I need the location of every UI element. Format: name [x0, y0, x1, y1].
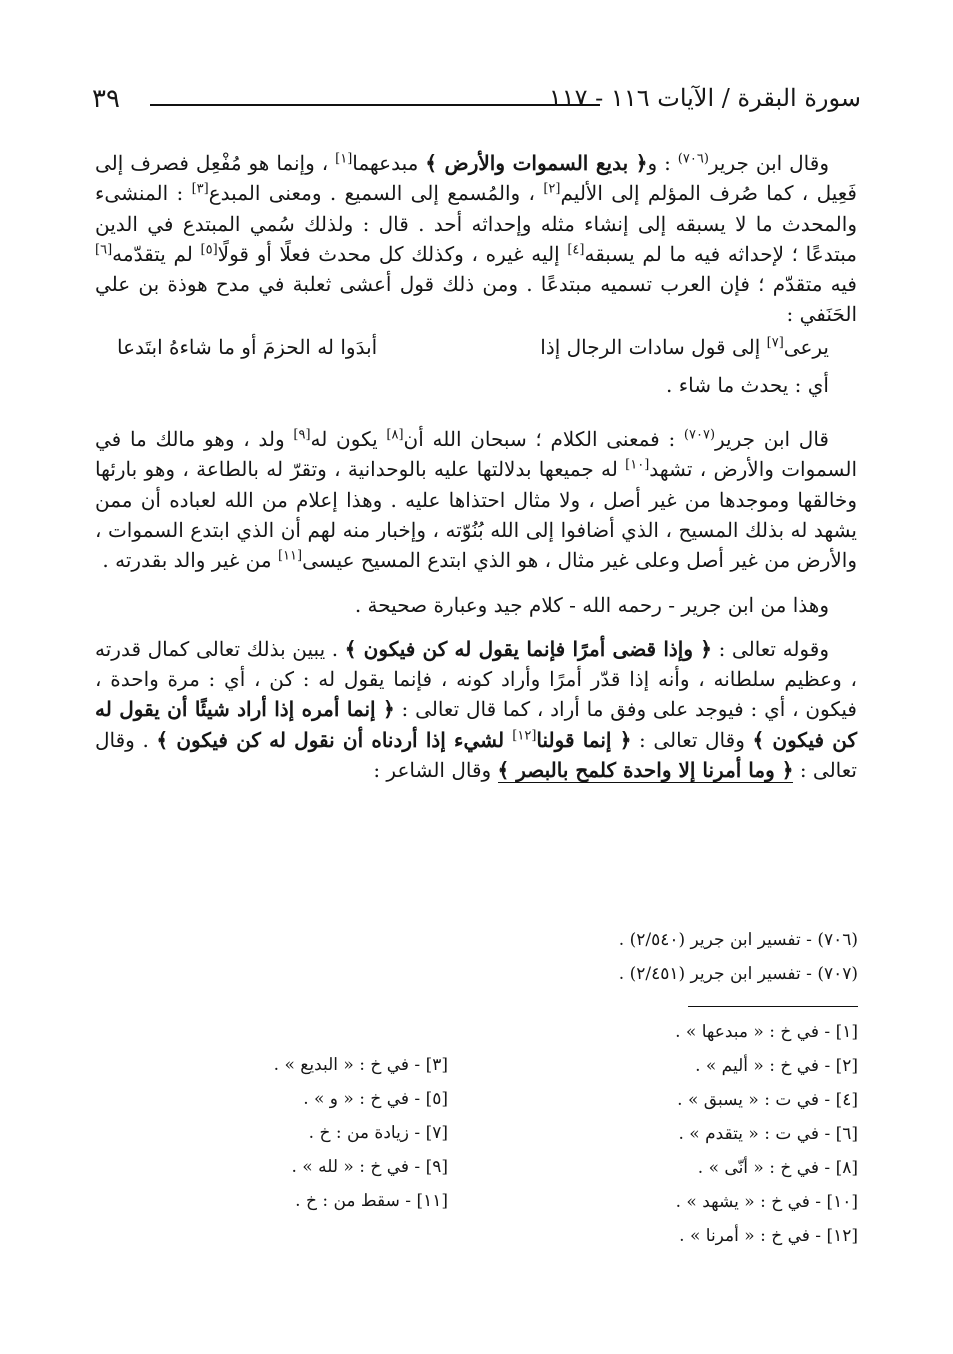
text-run: قال ابن جرير: [715, 427, 829, 452]
footnote-ref: [٥]: [200, 242, 218, 258]
footnote-ref: [١]: [335, 151, 353, 167]
footnote-ref: [٣]: [191, 181, 209, 197]
source-footnotes: [95, 924, 858, 992]
quran-quote: ﴿ وما أمرنا إلا واحدة كلمح بالبصر ﴾: [497, 758, 794, 783]
variant-footnote: [١١] - سقط من : خ .: [295, 1191, 448, 1211]
variant-footnotes-right-column: [558, 1016, 858, 1254]
variant-footnote: [٨] - في خ : « أنّى » .: [697, 1158, 858, 1178]
poem-note: أي : يحدث ما شاء .: [666, 372, 829, 397]
footnote-separator: [688, 1006, 858, 1007]
paragraph-4: [95, 634, 857, 785]
quran-quote: ﴿ إنما قولنا: [536, 727, 632, 752]
footnotes: [95, 924, 858, 1246]
footnote-ref: [١١]: [277, 548, 303, 564]
poem-second-hemistich: أبدَوا له الحزمَ أو ما شاءهُ ابتَدعا: [117, 334, 378, 359]
variant-footnote: [٣] - في خ : « البديع » .: [273, 1055, 448, 1075]
paragraph-2: [95, 424, 857, 575]
source-footnote: (٧٠٧) - تفسير ابن جرير (٢/٤٥١) .: [618, 964, 858, 984]
poem-first-hemistich: [540, 332, 829, 362]
text-run: إلى قول سادات الرجال إذا: [540, 334, 767, 359]
paragraph-1: [95, 148, 857, 330]
variant-footnote: [١٠] - في خ : « يشهد » .: [675, 1192, 858, 1212]
quran-quote: ﴿ إنما أمره إذا أراد شيئًا أن يقول له كن فيكون ﴾: [95, 697, 857, 752]
text-run: : فمعنى الكلام ؛ سبحان الله أن: [403, 427, 684, 452]
text-run: فيه متقدّم ؛ فإن العرب تسميه مبتدعًا . ومن ذلك قول أعشى ثعلبة في مدح هوذة بن علي الحَنَفي :: [95, 272, 857, 327]
variant-footnote: [٢] - في خ : « أليم » .: [695, 1056, 858, 1076]
footnote-ref: (٧٠٧): [683, 427, 716, 443]
quran-quote: ﴿ بديع السموات والأرض ﴾: [425, 151, 648, 175]
text-run: . يبين بذلك تعالى كمال قدرته ، وعظيم سلطانه ، وأنه إذا قدّر أمرًا وأراد كونه ، فإنما يقول له : كن ، أي : مرة واحدة ، فيكون ، أي : فيوجد على وفق ما أراد ، كما قال تعالى :: [95, 636, 858, 722]
variant-footnote: [٦] - في ت : « يتقدم » .: [678, 1124, 858, 1144]
quran-quote: لشيء إذا أردناه أن نقول له كن فيكون ﴾: [156, 727, 513, 752]
paragraph-3: وهذا من ابن جرير - رحمه الله - كلام جيد وعبارة صحيحة .: [354, 592, 829, 617]
source-footnote: (٧٠٦) - تفسير ابن جرير (٢/٥٤٠) .: [618, 930, 858, 950]
header-title: سورة البقرة / الآيات ١١٦ - ١١٧: [548, 84, 861, 112]
text-run: يكون له: [310, 427, 387, 452]
text-run: وقال ابن جرير: [708, 151, 829, 175]
header-rule: [150, 104, 600, 106]
text-run: وقال تعالى :: [631, 727, 753, 752]
text-run: من غير والد بقدرته .: [102, 548, 278, 573]
footnote-ref: [١٢]: [512, 728, 537, 744]
text-run: ولد ، وهو مالك ما في السموات والأرض ، تشهد: [95, 427, 857, 482]
text-run: ، والمُسمع إلى السميع . ومعنى المبدع: [208, 181, 544, 206]
footnote-ref: [٧]: [766, 335, 784, 351]
footnote-ref: [٨]: [386, 427, 404, 443]
footnote-ref: [٦]: [95, 242, 113, 258]
text-run: يرعى: [783, 334, 829, 359]
text-run: وقوله تعالى :: [711, 636, 829, 661]
running-header: [92, 84, 861, 128]
variant-footnote: [١] - في خ : « مبدعها » .: [675, 1022, 858, 1042]
text-run: . وقال تعالى :: [95, 727, 857, 783]
variant-footnote: [٩] - في خ : « لله » .: [291, 1157, 448, 1177]
text-run: إليه غيره ، وكذلك كل محدث فعلًا أو قولًا: [217, 241, 568, 266]
footnote-ref: [٤]: [567, 242, 585, 258]
variant-footnotes-left-column: [148, 1049, 448, 1219]
variant-footnote: [٤] - في ت : « يسبق » .: [677, 1090, 858, 1110]
footnote-ref: [٩]: [293, 427, 311, 443]
text-run: لم يتقدّمه: [112, 241, 201, 266]
text-run: مبدعهما: [352, 151, 426, 175]
page-number: ٣٩: [92, 84, 120, 114]
variant-footnote: [٧] - زيادة من : خ .: [308, 1123, 448, 1143]
variant-footnote: [٥] - في خ : « و » .: [303, 1089, 448, 1109]
text-run: وقال الشاعر :: [373, 758, 498, 783]
poem-verse: [95, 332, 857, 370]
main-text: [95, 148, 857, 785]
text-run: ، وإنما هو مُفْعِل فصرف إلى فَعِيل ، كما صُرف المؤلم إلى الأليم: [95, 151, 857, 206]
footnote-ref: (٧٠٦): [677, 151, 709, 167]
text-run: له جميعها بدلالتها عليه بالوحدانية ، وتقرّ له بالطاعة ، وهو بارئها وخالقها وموجدها من غير أصل ، ولا مثال احتذاها عليه . وهذا إعلام من الله لعباده أن ممن يشهد له بذلك المسيح ، الذي أضافوا إلى الله بُنُوّته ، وإخبار منه لهم أن الذي ابتدع السموات ، والأرض من غير أصل وعلى غير مثال ، هو الذي ابتدع المسيح عيسى: [95, 457, 857, 573]
text-run: : و: [647, 151, 678, 175]
variant-footnote: [١٢] - في خ : « أمرنا » .: [679, 1226, 858, 1246]
quran-quote: ﴿ وإذا قضى أمرًا فإنما يقول له كن فيكون ﴾: [344, 636, 712, 661]
footnote-ref: [٢]: [543, 181, 561, 197]
text-run: : المنشىء والمحدث ما لا يسبقه إلى إنشاء مثله وإحداثه أحد . قال : ولذلك سُمي المبتدع في الدين مبتدعًا ؛ لإحداثه فيه ما لم يسبقه: [95, 181, 857, 266]
footnote-ref: [١٠]: [625, 457, 650, 473]
